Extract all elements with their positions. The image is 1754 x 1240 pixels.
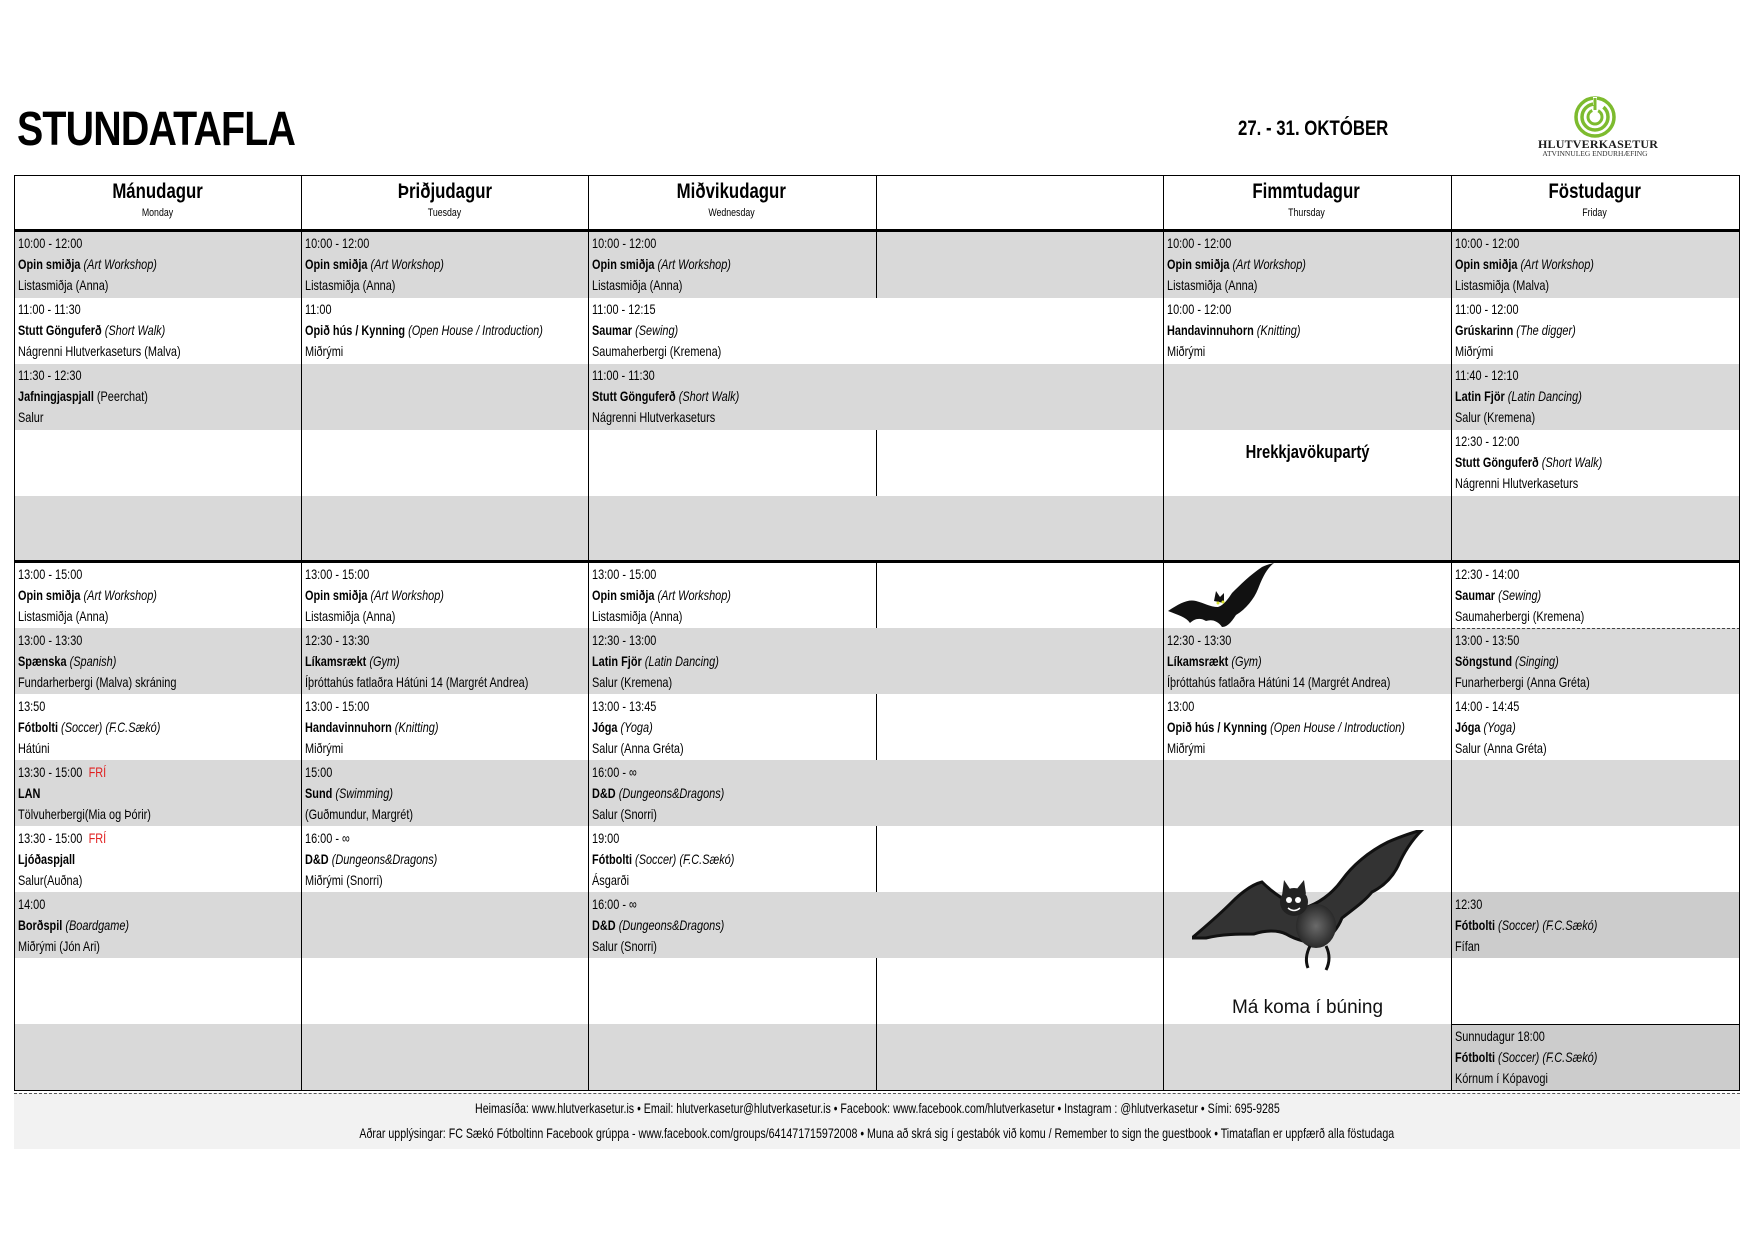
day-name: Þriðjudagur (397, 180, 492, 203)
entry-activity: Líkamsrækt (Gym) (305, 653, 400, 669)
day-header-empty (876, 175, 1163, 230)
entry-activity: Stutt Gönguferð (Short Walk) (592, 388, 740, 404)
entry-activity: Líkamsrækt (Gym) (1167, 653, 1262, 669)
entry-location: Listasmiðja (Anna) (305, 277, 396, 293)
day-header-tuesday (301, 175, 588, 230)
entry-location: (Guðmundur, Margrét) (305, 806, 414, 822)
schedule-entry (589, 629, 873, 695)
entry-time: Sunnudagur 18:00 (1455, 1028, 1545, 1044)
schedule-entry (1452, 1025, 1736, 1091)
entry-location: Íþróttahús fatlaðra Hátúni 14 (Margrét Andrea) (305, 674, 529, 690)
entry-location: Saumaherbergi (Kremena) (1455, 608, 1585, 624)
large-bat-icon (1192, 830, 1424, 980)
entry-location: Íþróttahús fatlaðra Hátúni 14 (Margrét Andrea) (1167, 674, 1391, 690)
schedule-entry (1452, 563, 1736, 629)
entry-time: 16:00 - ∞ (592, 896, 637, 912)
entry-location: Fundarherbergi (Malva) skráning (18, 674, 177, 690)
entry-location: Nágrenni Hlutverkaseturs (1455, 475, 1579, 491)
entry-time: 10:00 - 12:00 (305, 235, 370, 251)
entry-activity: Handavinnuhorn (Knitting) (305, 719, 439, 735)
entry-time: 14:00 - 14:45 (1455, 698, 1520, 714)
entry-time: 11:00 - 12:00 (1455, 301, 1519, 317)
entry-location: Miðrými (1455, 343, 1494, 359)
entry-activity: Spænska (Spanish) (18, 653, 117, 669)
entry-location: Salur(Auðna) (18, 872, 83, 888)
entry-location: Listasmiðja (Anna) (1167, 277, 1258, 293)
entry-time: 12:30 - 13:30 (305, 632, 370, 648)
entry-time: 13:30 - 15:00 FRÍ (18, 764, 107, 780)
schedule-entry (15, 893, 299, 959)
schedule-entry (589, 695, 873, 761)
day-header-wednesday (588, 175, 875, 230)
entry-location: Fífan (1455, 938, 1480, 954)
column-border (1739, 175, 1740, 1091)
entry-time: 16:00 - ∞ (305, 830, 350, 846)
entry-activity: Opið hús / Kynning (Open House / Introduction) (305, 322, 543, 338)
entry-activity: Opin smiðja (Art Workshop) (592, 587, 731, 603)
entry-time: 11:00 - 11:30 (18, 301, 81, 317)
entry-location: Nágrenni Hlutverkaseturs (592, 409, 716, 425)
schedule-entry (302, 232, 586, 298)
footer (14, 1093, 1740, 1149)
entry-location: Salur (Kremena) (592, 674, 673, 690)
entry-activity: Opin smiðja (Art Workshop) (592, 256, 731, 272)
entry-time: 13:00 - 15:00 (305, 566, 370, 582)
entry-location: Salur (Kremena) (1455, 409, 1536, 425)
entry-activity: Opin smiðja (Art Workshop) (18, 587, 157, 603)
footer-info-line: Aðrar upplýsingar: FC Sækó Fótboltinn Facebook grúppa - www.facebook.com/groups/641471715972008 • Muna að skrá sig í gestabók við komu / Remember to sign the guestbook • Timataflan er uppfærð alla föstudaga (359, 1125, 1395, 1141)
logo-subtitle: ATVINNULEG ENDURHÆFING (1542, 149, 1648, 158)
schedule-entry (1452, 232, 1736, 298)
day-name-en: Thursday (1288, 207, 1325, 219)
entry-location: Hátúni (18, 740, 50, 756)
entry-location: Miðrými (1167, 740, 1206, 756)
logo (1538, 96, 1659, 162)
row-band (14, 496, 1740, 562)
entry-location: Salur (18, 409, 44, 425)
day-name-en: Friday (1582, 207, 1607, 219)
entry-time: 10:00 - 12:00 (18, 235, 83, 251)
schedule-entry (1164, 298, 1448, 364)
entry-time: 13:00 - 15:00 (305, 698, 370, 714)
entry-activity: Jóga (Yoga) (592, 719, 653, 735)
entry-time: 13:00 - 13:50 (1455, 632, 1520, 648)
entry-location: Salur (Anna Gréta) (592, 740, 684, 756)
costume-note: Má koma í búning (1231, 997, 1384, 1018)
labyrinth-logo-icon (1574, 96, 1616, 138)
entry-location: Listasmiðja (Malva) (1455, 277, 1550, 293)
schedule-entry (589, 761, 873, 827)
entry-location: Listasmiðja (Anna) (18, 277, 109, 293)
entry-location: Ásgarði (592, 872, 630, 888)
entry-time: 12:30 - 14:00 (1455, 566, 1520, 582)
schedule-entry (589, 563, 873, 629)
small-bat-icon (1166, 563, 1276, 629)
entry-activity: Stutt Gönguferð (Short Walk) (18, 322, 166, 338)
entry-activity: Stutt Gönguferð (Short Walk) (1455, 454, 1603, 470)
schedule-entry (589, 827, 873, 893)
entry-location: Salur (Snorri) (592, 806, 657, 822)
entry-location: Miðrými (305, 343, 344, 359)
entry-time: 13:00 - 15:00 (592, 566, 657, 582)
day-header-thursday (1163, 175, 1450, 230)
entry-activity: Latin Fjör (Latin Dancing) (592, 653, 719, 669)
schedule-entry (1452, 893, 1736, 959)
entry-location: Kórnum í Kópavogi (1455, 1070, 1548, 1086)
entry-time: 12:30 - 12:00 (1455, 433, 1520, 449)
column-border (876, 298, 877, 364)
entry-time: 13:00 - 13:45 (592, 698, 657, 714)
page-title: STUNDATAFLA (17, 103, 296, 156)
entry-activity: Söngstund (Singing) (1455, 653, 1559, 669)
schedule-entry (302, 298, 586, 364)
schedule-entry (589, 298, 873, 364)
entry-activity: Opin smiðja (Art Workshop) (1455, 256, 1594, 272)
entry-time: 10:00 - 12:00 (1167, 301, 1232, 317)
entry-time: 13:00 (1167, 698, 1195, 714)
entry-time: 15:00 (305, 764, 333, 780)
day-name: Fimmtudagur (1252, 180, 1361, 203)
schedule-entry (1452, 364, 1736, 430)
schedule-entry (589, 232, 873, 298)
entry-activity: Latin Fjör (Latin Dancing) (1455, 388, 1582, 404)
entry-location: Salur (Snorri) (592, 938, 657, 954)
entry-activity: Fótbolti (Soccer) (F.C.Sækó) (18, 719, 161, 735)
schedule-entry (302, 827, 586, 893)
footer-contact-line: Heimasíða: www.hlutverkasetur.is • Email: hlutverkasetur@hlutverkasetur.is • Facebook: www.facebook.com/hlutverkasetur • Instagram : @hlutverkasetur • Sími: 695-9285 (474, 1100, 1280, 1116)
schedule-entry (302, 695, 586, 761)
entry-time: 12:30 - 13:00 (592, 632, 657, 648)
entry-time: 11:00 (305, 301, 332, 317)
closed-flag: FRÍ (88, 830, 107, 846)
entry-activity: Opin smiðja (Art Workshop) (1167, 256, 1306, 272)
entry-activity: Saumar (Sewing) (1455, 587, 1542, 603)
day-name: Miðvikudagur (676, 180, 787, 203)
day-name: Mánudagur (112, 180, 203, 203)
entry-time: 10:00 - 12:00 (592, 235, 657, 251)
schedule-entry (302, 761, 586, 827)
entry-activity: Fótbolti (Soccer) (F.C.Sækó) (1455, 1049, 1598, 1065)
schedule-entry (589, 364, 873, 430)
day-header-monday (14, 175, 301, 230)
entry-location: Salur (Anna Gréta) (1455, 740, 1547, 756)
entry-activity: D&D (Dungeons&Dragons) (592, 917, 725, 933)
entry-time: 13:00 - 13:30 (18, 632, 83, 648)
entry-activity: Borðspil (Boardgame) (18, 917, 130, 933)
schedule-entry (15, 827, 299, 893)
schedule-entry (1452, 298, 1736, 364)
entry-time: 14:00 (18, 896, 46, 912)
schedule-entry (15, 629, 299, 695)
schedule-entry (1452, 695, 1736, 761)
entry-time: 13:50 (18, 698, 46, 714)
schedule-entry (1164, 695, 1448, 761)
date-range: 27. - 31. OKTÓBER (1238, 117, 1389, 140)
entry-activity: LAN (18, 785, 41, 801)
day-name-en: Monday (141, 207, 174, 219)
entry-location: Listasmiðja (Anna) (305, 608, 396, 624)
entry-location: Funarherbergi (Anna Gréta) (1455, 674, 1590, 690)
schedule-entry (1164, 629, 1448, 695)
entry-time: 12:30 (1455, 896, 1483, 912)
entry-time: 11:30 - 12:30 (18, 367, 82, 383)
entry-activity: Opin smiðja (Art Workshop) (305, 256, 444, 272)
entry-activity: Fótbolti (Soccer) (F.C.Sækó) (592, 851, 735, 867)
entry-location: Miðrými (1167, 343, 1206, 359)
schedule-entry (1452, 430, 1736, 496)
day-name: Föstudagur (1548, 180, 1641, 203)
logo-name: HLUTVERKASETUR (1538, 137, 1659, 151)
entry-location: Miðrými (Jón Ari) (18, 938, 100, 954)
schedule-table (14, 175, 1740, 1091)
entry-location: Tölvuherbergi(Mia og Þórir) (18, 806, 151, 822)
entry-activity: Jafningjaspjall (Peerchat) (18, 388, 148, 404)
schedule-entry (15, 298, 299, 364)
entry-activity: Handavinnuhorn (Knitting) (1167, 322, 1301, 338)
day-name-en: Wednesday (708, 207, 755, 219)
entry-location: Saumaherbergi (Kremena) (592, 343, 722, 359)
entry-activity: D&D (Dungeons&Dragons) (592, 785, 725, 801)
entry-location: Listasmiðja (Anna) (592, 608, 683, 624)
entry-time: 13:00 - 15:00 (18, 566, 83, 582)
column-border (876, 958, 877, 1091)
entry-time: 10:00 - 12:00 (1455, 235, 1520, 251)
entry-time: 11:00 - 11:30 (592, 367, 655, 383)
entry-time: 11:00 - 12:15 (592, 301, 656, 317)
entry-activity: Sund (Swimming) (305, 785, 393, 801)
schedule-entry (302, 563, 586, 629)
column-border (876, 694, 877, 760)
entry-location: Nágrenni Hlutverkaseturs (Malva) (18, 343, 181, 359)
schedule-entry (1164, 232, 1448, 298)
column-border (876, 562, 877, 628)
schedule-entry (302, 629, 586, 695)
day-header-friday (1451, 175, 1738, 230)
schedule-entry (589, 893, 873, 959)
closed-flag: FRÍ (88, 764, 107, 780)
entry-time: 10:00 - 12:00 (1167, 235, 1232, 251)
halloween-party-label: Hrekkjavökupartý (1245, 442, 1370, 462)
entry-activity: Opið hús / Kynning (Open House / Introduction) (1167, 719, 1405, 735)
schedule-entry (15, 364, 299, 430)
day-name-en: Tuesday (427, 207, 462, 219)
entry-activity: Fótbolti (Soccer) (F.C.Sækó) (1455, 917, 1598, 933)
entry-time: 19:00 (592, 830, 620, 846)
entry-activity: Grúskarinn (The digger) (1455, 322, 1576, 338)
schedule-entry (15, 695, 299, 761)
entry-activity: Opin smiðja (Art Workshop) (305, 587, 444, 603)
entry-location: Miðrými (Snorri) (305, 872, 383, 888)
entry-activity: D&D (Dungeons&Dragons) (305, 851, 438, 867)
entry-activity: Ljóðaspjall (18, 851, 76, 867)
entry-location: Listasmiðja (Anna) (18, 608, 109, 624)
column-border (876, 826, 877, 892)
column-border (876, 430, 877, 496)
entry-activity: Jóga (Yoga) (1455, 719, 1516, 735)
schedule-entry (15, 232, 299, 298)
entry-time: 11:40 - 12:10 (1455, 367, 1519, 383)
schedule-entry (15, 761, 299, 827)
entry-activity: Opin smiðja (Art Workshop) (18, 256, 157, 272)
entry-activity: Saumar (Sewing) (592, 322, 679, 338)
entry-time: 16:00 - ∞ (592, 764, 637, 780)
entry-time: 13:30 - 15:00 FRÍ (18, 830, 107, 846)
entry-time: 12:30 - 13:30 (1167, 632, 1232, 648)
schedule-entry (15, 563, 299, 629)
entry-location: Listasmiðja (Anna) (592, 277, 683, 293)
entry-location: Miðrými (305, 740, 344, 756)
schedule-entry (1452, 629, 1736, 695)
